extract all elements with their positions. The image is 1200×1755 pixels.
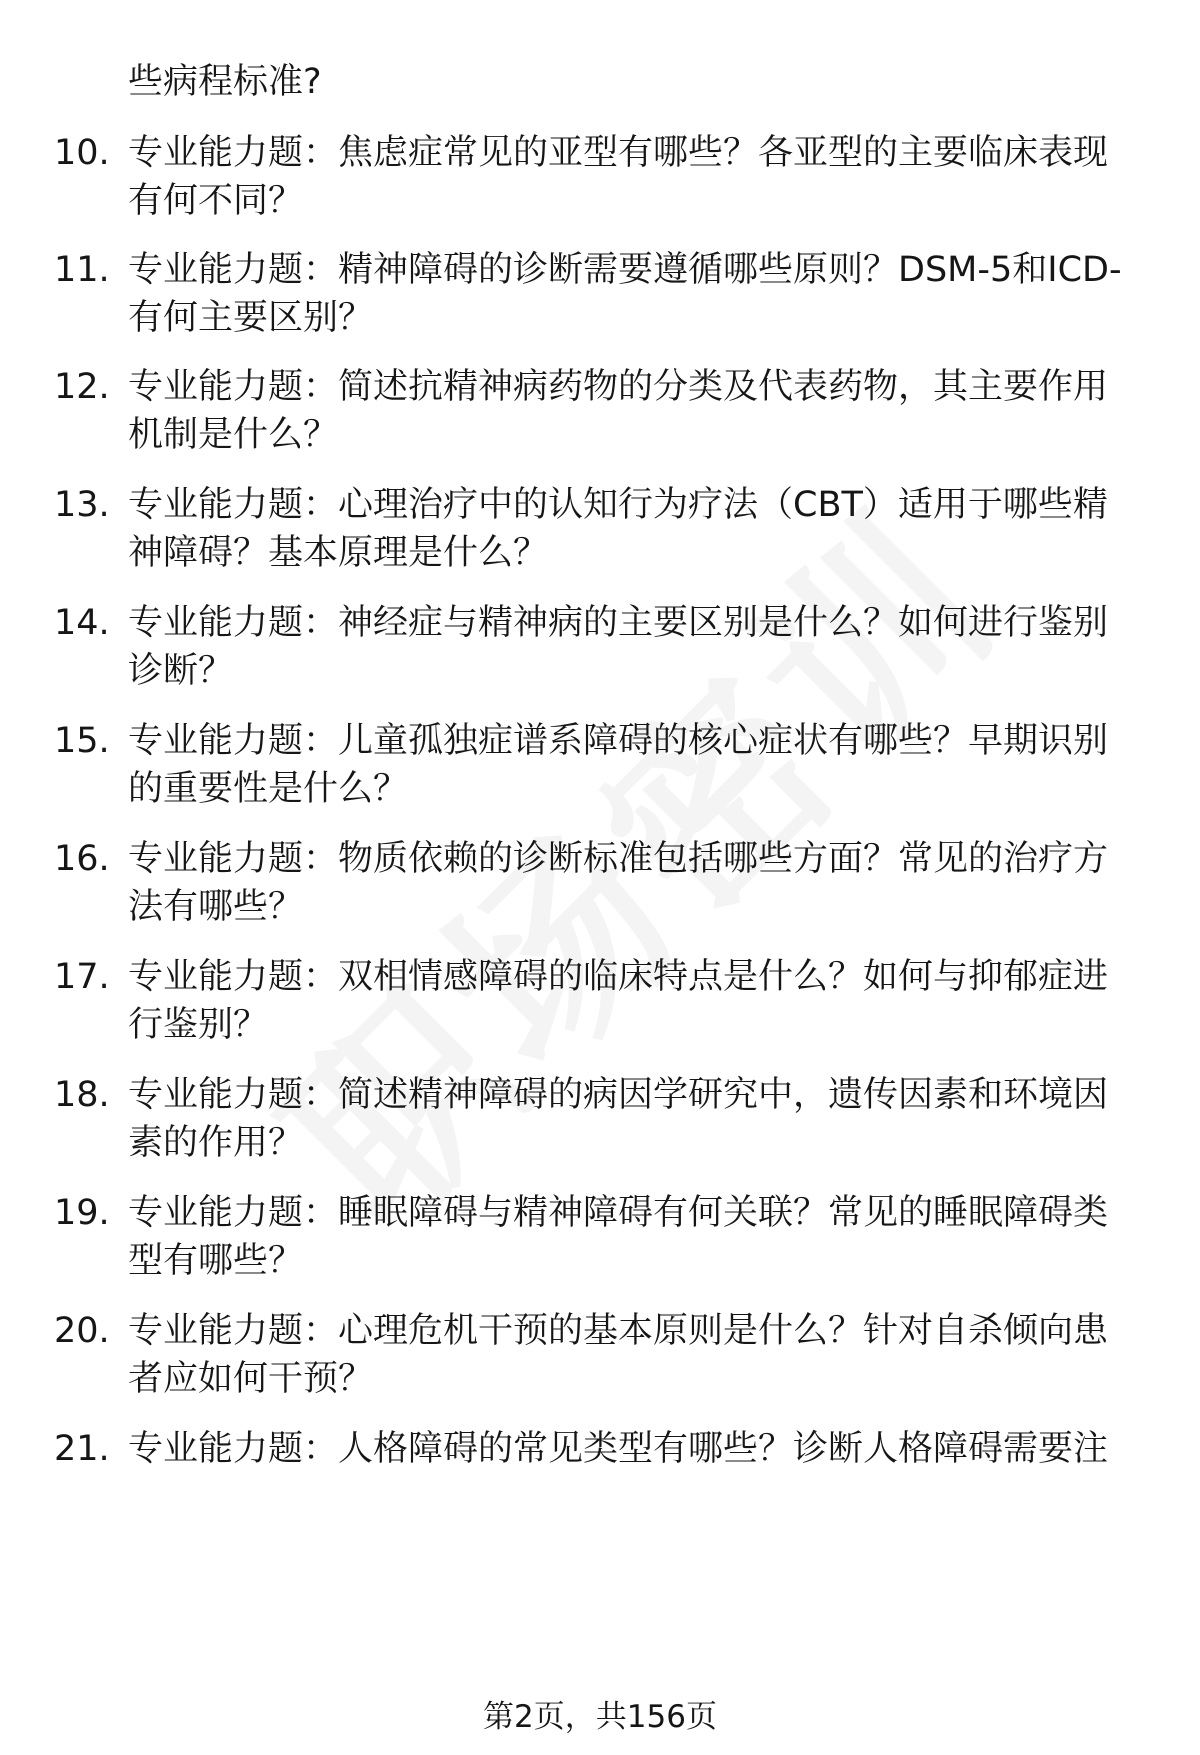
question-line: 素的作用？: [128, 1123, 304, 1163]
question-line: 者应如何干预？: [128, 1359, 374, 1399]
continued-question-text: 些病程标准?: [128, 62, 322, 102]
question-line: 诊断？: [128, 651, 234, 691]
question-text: [128, 1307, 1138, 1403]
question-text: [128, 599, 1138, 695]
question-line: 专业能力题：双相情感障碍的临床特点是什么？如何与抑郁症进: [128, 957, 1109, 997]
question-line: 专业能力题：简述抗精神病药物的分类及代表药物，其主要作用: [128, 367, 1109, 407]
question-number: 12.: [54, 367, 110, 407]
question-line: 的重要性是什么？: [128, 769, 409, 809]
question-text: [128, 953, 1138, 1049]
question-text: [128, 1189, 1138, 1285]
question-number: 13.: [54, 485, 110, 525]
question-line: 专业能力题：人格障碍的常见类型有哪些？诊断人格障碍需要注: [128, 1429, 1109, 1469]
question-line: 专业能力题：心理危机干预的基本原则是什么？针对自杀倾向患: [128, 1311, 1109, 1351]
question-number: 10.: [54, 133, 110, 173]
question-number: 11.: [54, 250, 110, 290]
question-line: 法有哪些？: [128, 887, 304, 927]
question-line: 型有哪些？: [128, 1241, 304, 1281]
question-text: [128, 1425, 1138, 1473]
page-footer: 第2页，共156页: [483, 1699, 717, 1735]
question-number: 16.: [54, 839, 110, 879]
question-text: [128, 481, 1138, 577]
question-number: 18.: [54, 1075, 110, 1115]
question-text: [128, 1071, 1138, 1167]
question-text: [128, 835, 1138, 931]
question-line: 专业能力题：心理治疗中的认知行为疗法（CBT）适用于哪些精: [128, 485, 1108, 525]
question-number: 17.: [54, 957, 110, 997]
question-line: 专业能力题：神经症与精神病的主要区别是什么？如何进行鉴别: [128, 603, 1109, 643]
question-line: 专业能力题：物质依赖的诊断标准包括哪些方面？常见的治疗方: [128, 839, 1109, 879]
question-number: 20.: [54, 1311, 110, 1351]
question-line: 神障碍？基本原理是什么？: [128, 533, 549, 573]
question-line: 专业能力题：焦虑症常见的亚型有哪些？各亚型的主要临床表现: [128, 133, 1109, 173]
question-number: 19.: [54, 1193, 110, 1233]
question-text: [128, 363, 1138, 459]
question-number: 14.: [54, 603, 110, 643]
question-number: 15.: [54, 721, 110, 761]
question-text: [128, 246, 1138, 342]
question-line: 专业能力题：睡眠障碍与精神障碍有何关联？常见的睡眠障碍类: [128, 1193, 1109, 1233]
question-line: 专业能力题：儿童孤独症谱系障碍的核心症状有哪些？早期识别: [128, 721, 1109, 761]
question-text: [128, 717, 1138, 813]
question-number: 21.: [54, 1429, 110, 1469]
question-line: 行鉴别？: [128, 1005, 269, 1045]
question-line: 机制是什么？: [128, 415, 339, 455]
question-line: 有何不同？: [128, 181, 304, 221]
question-line: 专业能力题：简述精神障碍的病因学研究中，遗传因素和环境因: [128, 1075, 1109, 1115]
question-line: 有何主要区别？: [128, 298, 374, 338]
question-text: [128, 129, 1138, 225]
question-line: 专业能力题：精神障碍的诊断需要遵循哪些原则？DSM-5和ICD-: [128, 250, 1122, 290]
